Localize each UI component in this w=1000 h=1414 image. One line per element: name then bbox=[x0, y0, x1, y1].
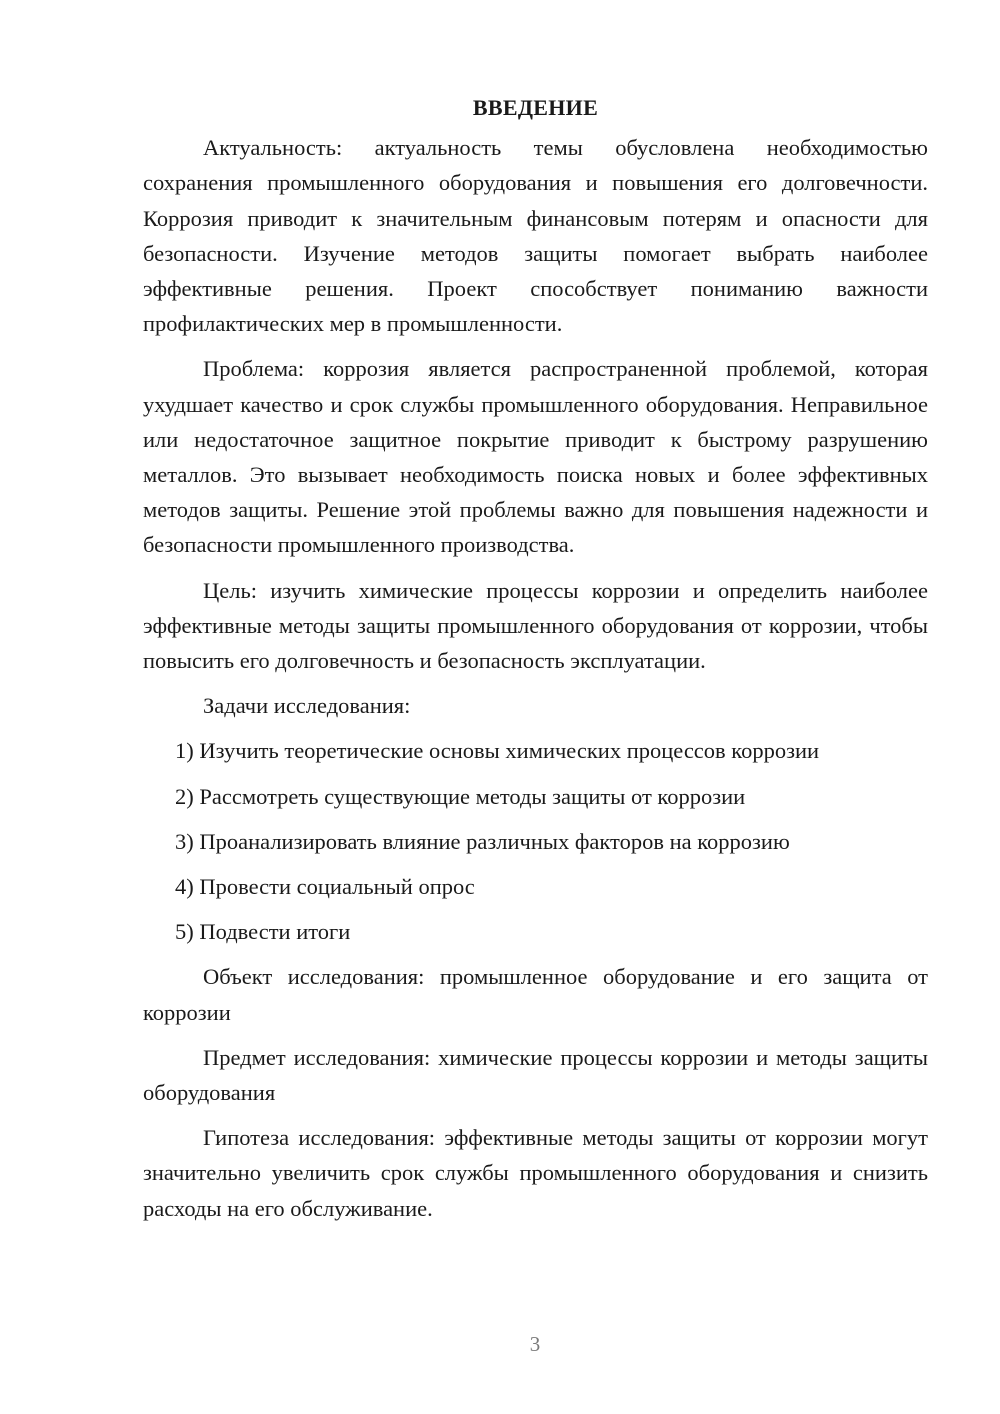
page-content bbox=[143, 90, 928, 1236]
object-paragraph: Объект исследования: промышленное оборудование и его защита от коррозии bbox=[143, 964, 928, 1025]
hypothesis-paragraph: Гипотеза исследования: эффективные методы защиты от коррозии могут значительно увеличить срок службы промышленного оборудования и снизить расходы на его обслуживание. bbox=[143, 1125, 928, 1221]
tasks-list bbox=[143, 733, 928, 949]
page-title: ВВЕДЕНИЕ bbox=[472, 95, 599, 120]
task-item-3: 3) Проанализировать влияние различных факторов на коррозию bbox=[175, 828, 790, 854]
task-item-5: 5) Подвести итоги bbox=[175, 919, 351, 945]
task-item-1: 1) Изучить теоретические основы химических процессов коррозии bbox=[175, 738, 820, 764]
page-number: 3 bbox=[529, 1332, 541, 1356]
task-item-2: 2) Рассмотреть существующие методы защиты от коррозии bbox=[175, 783, 746, 809]
tasks-heading: Задачи исследования: bbox=[203, 693, 411, 719]
relevance-paragraph: Актуальность: актуальность темы обусловлена необходимостью сохранения промышленного оборудования и повышения его долговечности. Коррозия приводит к значительным финансовым потерям и опасности для безопасности. Изучение методов защиты помогает выбрать наиболее эффективные решения. Проект способствует пониманию важности профилактических мер в промышленности. bbox=[143, 135, 928, 337]
goal-paragraph: Цель: изучить химические процессы коррозии и определить наиболее эффективные методы защиты промышленного оборудования от коррозии, чтобы повысить его долговечность и безопасность эксплуатации. bbox=[143, 577, 928, 674]
subject-paragraph: Предмет исследования: химические процессы коррозии и методы защиты оборудования bbox=[143, 1044, 928, 1106]
problem-paragraph: Проблема: коррозия является распространенной проблемой, которая ухудшает качество и срок службы промышленного оборудования. Неправильное или недостаточное защитное покрытие приводит к быстрому разрушению металлов. Это вызывает необходимость поиска новых и более эффективных методов защиты. Решение этой проблемы важно для повышения надежности и безопасности промышленного производства. bbox=[143, 356, 928, 558]
task-item-4: 4) Провести социальный опрос bbox=[175, 874, 475, 900]
